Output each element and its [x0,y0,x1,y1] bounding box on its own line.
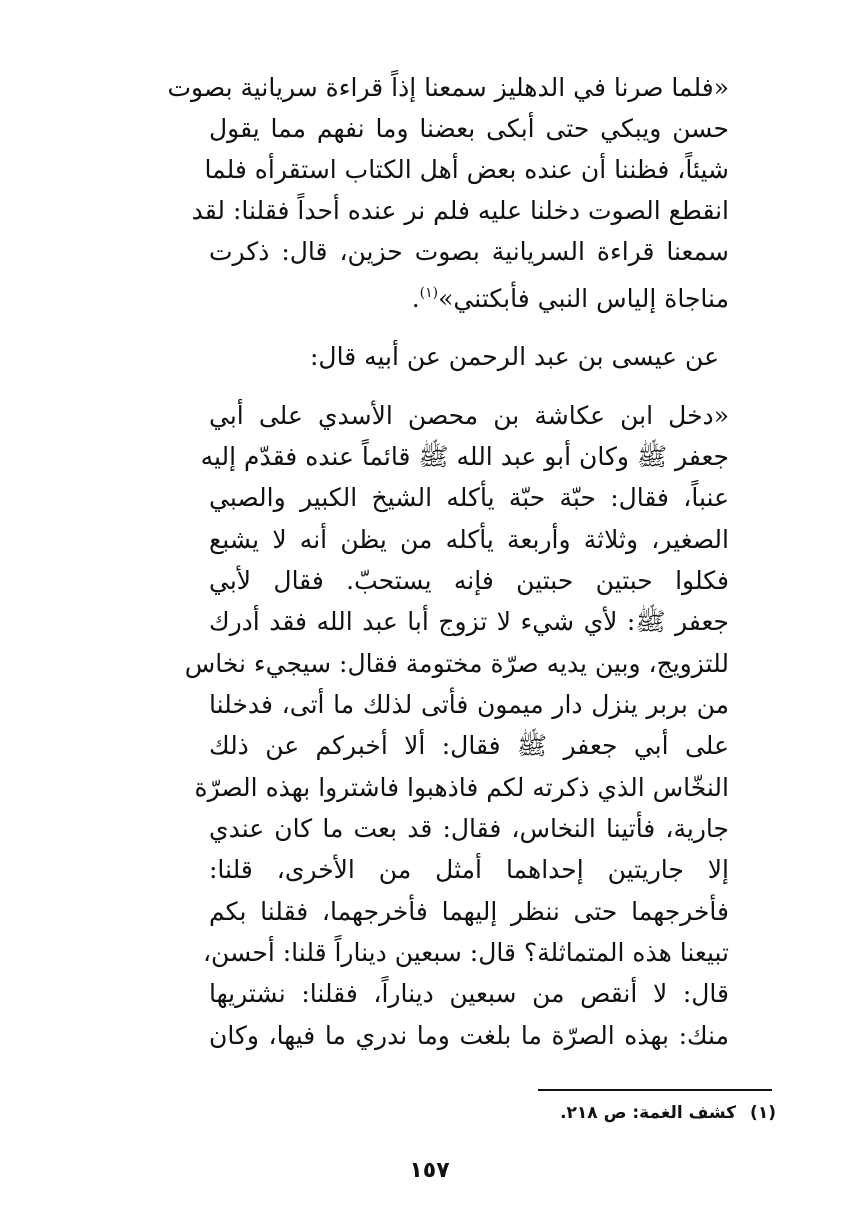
text-line: إلا جاريتين إحداهما أمثل من الأخرى، قلنا: [209,855,729,884]
text-line: للتزويج، وبين يديه صرّة مختومة فقال: سيجيء نخاس [184,649,729,678]
sentence-end: . [411,284,420,313]
text-line: تبيعنا هذه المتماثلة؟ قال: سبعين ديناراً قلنا: أحسن، [202,938,729,967]
text-line: انقطع الصوت دخلنا عليه فلم نر عنده أحداً فقلنا: لقد [191,196,729,225]
text-line: فكلوا حبتين حبتين فإنه يستحبّ. فقال لأبي [209,566,729,595]
footnote-separator [538,1089,772,1091]
footnote-text: كشف الغمة: ص ٢١٨. [560,1103,737,1123]
text-line: الصغير، وثلاثة وأربعة يأكله من يظن أنه لا يشبع [209,525,729,554]
text-line: عنباً، فقال: حبّة حبّة يأكله الشيخ الكبير والصبي [209,483,729,512]
narration-intro: عن عيسى بن عبد الرحمن عن أبيه قال: [310,342,719,371]
text-line: جعفر ﷺ: لأي شيء لا تزوج أبا عبد الله فقد أدرك [209,607,729,636]
text-line-content: مناجاة إلياس النبي فأبكتني» [438,284,729,313]
text-line: سمعنا قراءة السريانية بصوت حزين، قال: ذكرت [209,237,729,266]
text-line: جعفر ﷺ وكان أبو عبد الله ﷺ قائماً عنده فقدّم إليه [200,442,729,471]
text-line: فأخرجهما حتى ننظر إليهما فأخرجهما، فقلنا بكم [209,897,729,926]
text-line-last [209,273,729,319]
page-number: ١٥٧ [409,1158,450,1183]
text-line: «دخل ابن عكاشة بن محصن الأسدي على أبي [209,401,729,430]
text-line: «فلما صرنا في الدهليز سمعنا إذاً قراءة سريانية بصوت [167,73,729,102]
text-line: شيئاً، فظننا أن عنده بعض أهل الكتاب استقرأه فلما [204,155,729,184]
text-line: النخّاس الذي ذكرته لكم فاذهبوا فاشتروا بهذه الصرّة [194,773,729,802]
text-line: منك: بهذه الصرّة ما بلغت وما ندري ما فيها، وكان [209,1021,729,1050]
text-line: حسن ويبكي حتى أبكى بعضنا وما نفهم مما يقول [209,114,729,143]
footnote-number: (١) [750,1103,776,1123]
text-line: جارية، فأتينا النخاس، فقال: قد بعت ما كان عندي [209,814,729,843]
text-line: قال: لا أنقص من سبعين ديناراً، فقلنا: نشتريها [209,979,729,1008]
footnote-reference: (١) [419,285,439,301]
text-line: من بربر ينزل دار ميمون فأتى لذلك ما أتى، فدخلنا [209,690,729,719]
text-line: على أبي جعفر ﷺ فقال: ألا أخبركم عن ذلك [209,731,729,760]
footnote [560,1098,776,1128]
